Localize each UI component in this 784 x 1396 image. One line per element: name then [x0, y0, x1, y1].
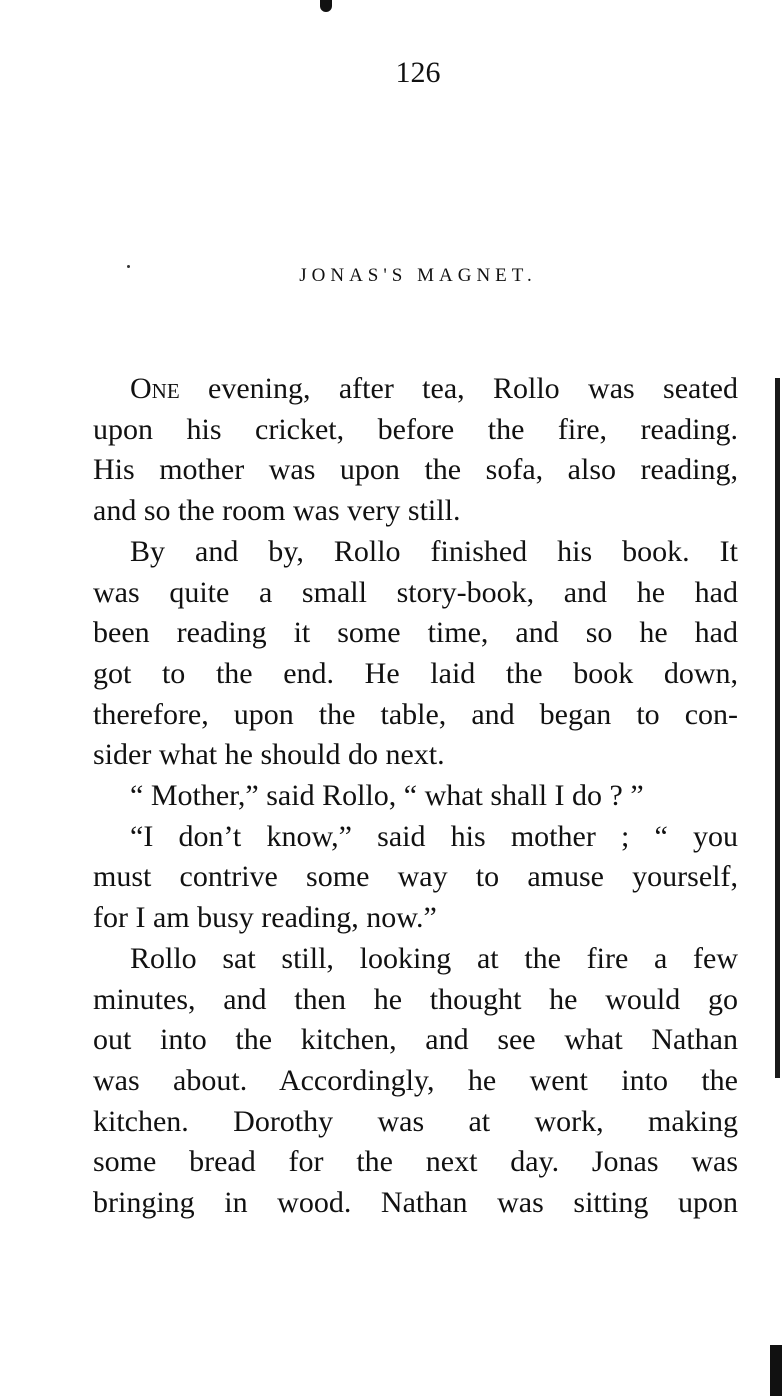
text-line: “ Mother,” said Rollo, “ what shall I do ? ” — [130, 779, 644, 813]
ink-blot — [320, 0, 332, 12]
text-line: out into the kitchen, and see what Nathan — [93, 1023, 738, 1057]
chapter-title: JONAS'S MAGNET. — [299, 265, 537, 286]
text-line: kitchen. Dorothy was at work, making — [93, 1104, 738, 1138]
text-line: was about. Accordingly, he went into the — [93, 1063, 738, 1097]
text-line: therefore, upon the table, and began to con- — [93, 697, 738, 731]
text-line: One evening, after tea, Rollo was seated — [130, 372, 738, 405]
page-edge-shadow — [775, 378, 780, 1078]
text-line: His mother was upon the sofa, also reading, — [93, 453, 738, 487]
text-line: By and by, Rollo finished his book. It — [130, 534, 738, 568]
text-line: bringing in wood. Nathan was sitting upon — [93, 1186, 738, 1220]
text-line: upon his cricket, before the fire, reading. — [93, 412, 738, 446]
body-text — [93, 369, 738, 1224]
text-line: been reading it some time, and so he had — [93, 616, 738, 650]
text-line: Rollo sat still, looking at the fire a few — [130, 941, 738, 975]
text-line: got to the end. He laid the book down, — [93, 656, 738, 690]
text-line: must contrive some way to amuse yourself, — [93, 860, 738, 894]
page-edge-mark — [770, 1345, 782, 1396]
text-line: “I don’t know,” said his mother ; “ you — [130, 819, 738, 853]
text-line: for I am busy reading, now.” — [93, 901, 437, 935]
text-line: and so the room was very still. — [93, 494, 461, 528]
page-number: 126 — [395, 56, 441, 89]
text-line: some bread for the next day. Jonas was — [93, 1145, 738, 1179]
text-line: sider what he should do next. — [93, 738, 445, 772]
text-line: minutes, and then he thought he would go — [93, 982, 738, 1016]
text-line: was quite a small story-book, and he had — [93, 575, 738, 609]
drop-word: One — [130, 372, 180, 405]
